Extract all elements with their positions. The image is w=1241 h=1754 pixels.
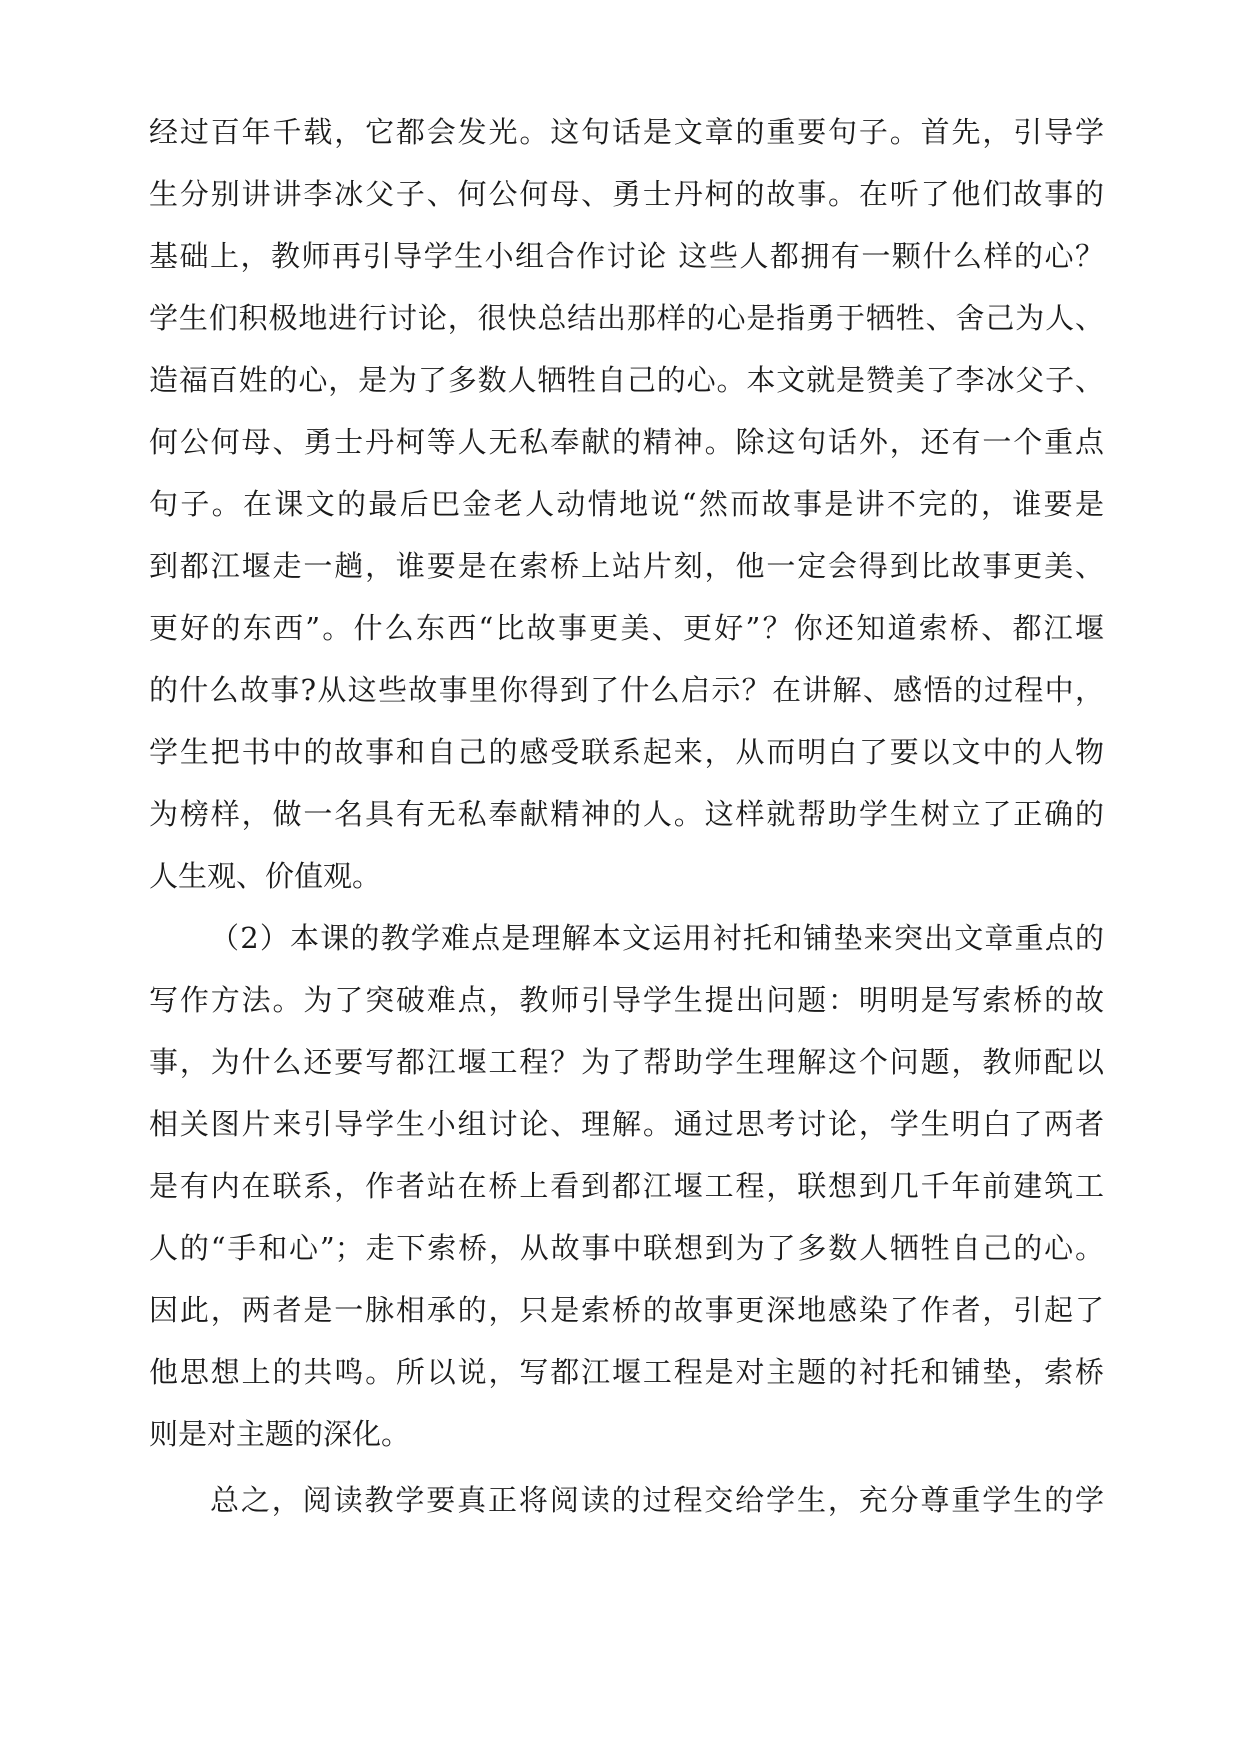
text-line: 人的“手和心”；走下索桥，从故事中联想到为了多数人牺牲自己的心。: [149, 1231, 1104, 1265]
text-line-last: 人生观、价值观。: [149, 859, 382, 893]
text-line: 基础上，教师再引导学生小组合作讨论 这些人都拥有一颗什么样的心？: [149, 239, 1104, 273]
paragraph-start-line: （2）本课的教学难点是理解本文运用衬托和铺垫来突出文章重点的: [210, 921, 1104, 955]
text-line: 何公何母、勇士丹柯等人无私奉献的精神。除这句话外，还有一个重点: [149, 425, 1104, 459]
text-line-last: 则是对主题的深化。: [149, 1417, 411, 1451]
text-line: 的什么故事?从这些故事里你得到了什么启示？在讲解、感悟的过程中，: [149, 673, 1104, 707]
text-line: 经过百年千载，它都会发光。这句话是文章的重要句子。首先，引导学: [149, 115, 1104, 149]
text-line: 学生把书中的故事和自己的感受联系起来，从而明白了要以文中的人物: [149, 735, 1104, 769]
text-line: 句子。在课文的最后巴金老人动情地说“然而故事是讲不完的，谁要是: [149, 487, 1104, 521]
text-line: 事，为什么还要写都江堰工程？为了帮助学生理解这个问题，教师配以: [149, 1045, 1104, 1079]
text-line: 是有内在联系，作者站在桥上看到都江堰工程，联想到几千年前建筑工: [149, 1169, 1104, 1203]
text-line: 造福百姓的心，是为了多数人牺牲自己的心。本文就是赞美了李冰父子、: [149, 363, 1104, 397]
text-line: 生分别讲讲李冰父子、何公何母、勇士丹柯的故事。在听了他们故事的: [149, 177, 1104, 211]
text-line: 学生们积极地进行讨论，很快总结出那样的心是指勇于牺牲、舍己为人、: [149, 301, 1104, 335]
paragraph-start-line: 总之，阅读教学要真正将阅读的过程交给学生，充分尊重学生的学: [210, 1483, 1104, 1517]
text-line: 相关图片来引导学生小组讨论、理解。通过思考讨论，学生明白了两者: [149, 1107, 1104, 1141]
text-line: 写作方法。为了突破难点，教师引导学生提出问题：明明是写索桥的故: [149, 983, 1104, 1017]
text-line: 为榜样，做一名具有无私奉献精神的人。这样就帮助学生树立了正确的: [149, 797, 1104, 831]
text-line: 因此，两者是一脉相承的，只是索桥的故事更深地感染了作者，引起了: [149, 1293, 1104, 1327]
text-line: 他思想上的共鸣。所以说，写都江堰工程是对主题的衬托和铺垫，索桥: [149, 1355, 1104, 1389]
text-line: 到都江堰走一趟，谁要是在索桥上站片刻，他一定会得到比故事更美、: [149, 549, 1104, 583]
text-line: 更好的东西”。什么东西“比故事更美、更好”？你还知道索桥、都江堰: [149, 611, 1104, 645]
